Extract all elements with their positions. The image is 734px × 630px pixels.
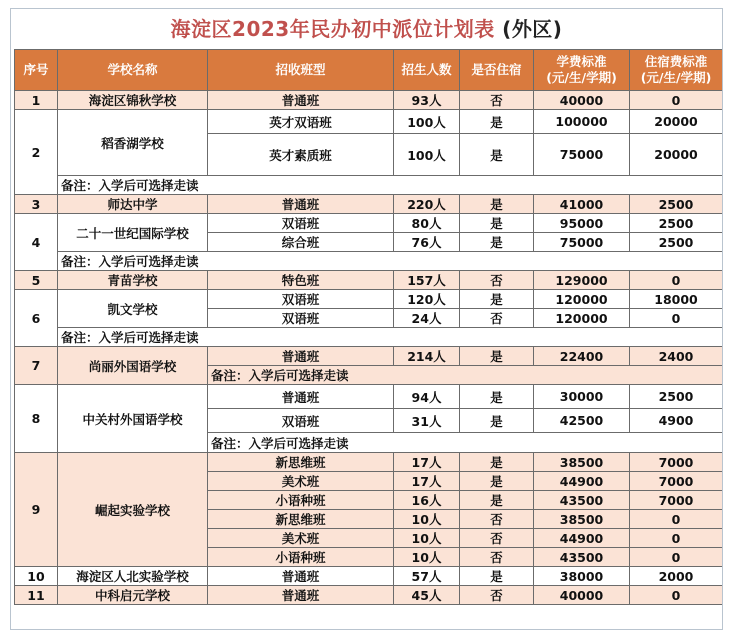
- school-name: 崛起实验学校: [58, 453, 208, 567]
- class-type: 新思维班: [208, 510, 394, 529]
- remark-row: [15, 328, 723, 347]
- remark-text: 备注：入学后可选择走读: [58, 252, 723, 271]
- table-row: [15, 453, 723, 472]
- enroll-count: 24人: [394, 309, 460, 328]
- class-type: 普通班: [208, 347, 394, 366]
- class-type: 小语种班: [208, 548, 394, 567]
- header-class: 招收班型: [208, 50, 394, 91]
- school-no: 6: [15, 290, 58, 347]
- school-no: 10: [15, 567, 58, 586]
- boarding: 是: [460, 472, 534, 491]
- lodging-fee: 2500: [630, 214, 723, 233]
- boarding: 是: [460, 134, 534, 176]
- remark-row: [15, 176, 723, 195]
- header-school: 学校名称: [58, 50, 208, 91]
- school-name: 尚丽外国语学校: [58, 347, 208, 385]
- table-row: [15, 91, 723, 110]
- boarding: 否: [460, 271, 534, 290]
- lodging-fee: 0: [630, 586, 723, 605]
- table-row: [15, 214, 723, 233]
- tuition: 40000: [534, 91, 630, 110]
- remark-text: 备注：入学后可选择走读: [208, 366, 723, 385]
- boarding: 是: [460, 385, 534, 409]
- class-type: 双语班: [208, 309, 394, 328]
- table-row: [15, 586, 723, 605]
- school-name: 师达中学: [58, 195, 208, 214]
- table-row: [15, 195, 723, 214]
- table-row: [15, 567, 723, 586]
- school-name: 稻香湖学校: [58, 110, 208, 176]
- table-row: [15, 271, 723, 290]
- header-boarding: 是否住宿: [460, 50, 534, 91]
- tuition: 43500: [534, 491, 630, 510]
- class-type: 普通班: [208, 385, 394, 409]
- enroll-count: 80人: [394, 214, 460, 233]
- lodging-fee: 2500: [630, 385, 723, 409]
- header-no: 序号: [15, 50, 58, 91]
- boarding: 否: [460, 548, 534, 567]
- boarding: 是: [460, 110, 534, 134]
- lodging-fee: 20000: [630, 110, 723, 134]
- enroll-count: 120人: [394, 290, 460, 309]
- class-type: 双语班: [208, 290, 394, 309]
- school-no: 3: [15, 195, 58, 214]
- class-type: 美术班: [208, 529, 394, 548]
- tuition: 38000: [534, 567, 630, 586]
- lodging-fee: 18000: [630, 290, 723, 309]
- title-suffix: (外区): [502, 17, 563, 41]
- lodging-fee: 2400: [630, 347, 723, 366]
- school-name: 青苗学校: [58, 271, 208, 290]
- enroll-count: 10人: [394, 510, 460, 529]
- lodging-fee: 2000: [630, 567, 723, 586]
- school-name: 海淀区锦秋学校: [58, 91, 208, 110]
- boarding: 是: [460, 214, 534, 233]
- enroll-count: 93人: [394, 91, 460, 110]
- remark-text: 备注：入学后可选择走读: [58, 176, 723, 195]
- boarding: 是: [460, 233, 534, 252]
- lodging-fee: 0: [630, 271, 723, 290]
- boarding: 是: [460, 491, 534, 510]
- tuition: 100000: [534, 110, 630, 134]
- lodging-fee: 0: [630, 510, 723, 529]
- tuition: 41000: [534, 195, 630, 214]
- class-type: 普通班: [208, 195, 394, 214]
- title-main: 海淀区2023年民办初中派位计划表: [170, 17, 503, 41]
- class-type: 双语班: [208, 214, 394, 233]
- enroll-count: 100人: [394, 110, 460, 134]
- class-type: 普通班: [208, 567, 394, 586]
- plan-table: [14, 49, 723, 605]
- tuition: 75000: [534, 134, 630, 176]
- boarding: 否: [460, 529, 534, 548]
- school-no: 5: [15, 271, 58, 290]
- school-no: 4: [15, 214, 58, 271]
- header-count: 招生人数: [394, 50, 460, 91]
- enroll-count: 220人: [394, 195, 460, 214]
- school-name: 二十一世纪国际学校: [58, 214, 208, 252]
- class-type: 小语种班: [208, 491, 394, 510]
- boarding: 是: [460, 195, 534, 214]
- tuition: 44900: [534, 472, 630, 491]
- school-no: 11: [15, 586, 58, 605]
- page-title: [11, 9, 722, 49]
- enroll-count: 57人: [394, 567, 460, 586]
- school-no: 7: [15, 347, 58, 385]
- tuition: 22400: [534, 347, 630, 366]
- lodging-fee: 0: [630, 548, 723, 567]
- enroll-count: 17人: [394, 453, 460, 472]
- tuition: 120000: [534, 309, 630, 328]
- school-name: 中关村外国语学校: [58, 385, 208, 453]
- class-type: 英才素质班: [208, 134, 394, 176]
- lodging-fee: 7000: [630, 453, 723, 472]
- enroll-count: 16人: [394, 491, 460, 510]
- school-no: 2: [15, 110, 58, 195]
- boarding: 否: [460, 309, 534, 328]
- tuition: 43500: [534, 548, 630, 567]
- table-row: [15, 385, 723, 409]
- remark-text: 备注：入学后可选择走读: [208, 433, 723, 453]
- class-type: 普通班: [208, 586, 394, 605]
- class-type: 英才双语班: [208, 110, 394, 134]
- class-type: 新思维班: [208, 453, 394, 472]
- lodging-fee: 4900: [630, 409, 723, 433]
- school-name: 凯文学校: [58, 290, 208, 328]
- boarding: 是: [460, 567, 534, 586]
- table-row: [15, 290, 723, 309]
- tuition: 75000: [534, 233, 630, 252]
- school-no: 8: [15, 385, 58, 453]
- boarding: 是: [460, 347, 534, 366]
- tuition: 38500: [534, 510, 630, 529]
- class-type: 美术班: [208, 472, 394, 491]
- enroll-count: 45人: [394, 586, 460, 605]
- tuition: 44900: [534, 529, 630, 548]
- boarding: 是: [460, 409, 534, 433]
- enroll-count: 94人: [394, 385, 460, 409]
- class-type: 普通班: [208, 91, 394, 110]
- tuition: 42500: [534, 409, 630, 433]
- tuition: 40000: [534, 586, 630, 605]
- table-row: [15, 110, 723, 134]
- document-frame: [10, 8, 723, 630]
- enroll-count: 100人: [394, 134, 460, 176]
- header-tuition: 学费标准 (元/生/学期): [534, 50, 630, 91]
- class-type: 综合班: [208, 233, 394, 252]
- remark-text: 备注：入学后可选择走读: [58, 328, 723, 347]
- tuition: 38500: [534, 453, 630, 472]
- boarding: 是: [460, 453, 534, 472]
- header-row: [15, 50, 723, 91]
- enroll-count: 10人: [394, 548, 460, 567]
- boarding: 否: [460, 586, 534, 605]
- lodging-fee: 7000: [630, 491, 723, 510]
- school-name: 中科启元学校: [58, 586, 208, 605]
- tuition: 129000: [534, 271, 630, 290]
- school-no: 1: [15, 91, 58, 110]
- lodging-fee: 2500: [630, 195, 723, 214]
- enroll-count: 76人: [394, 233, 460, 252]
- enroll-count: 157人: [394, 271, 460, 290]
- lodging-fee: 2500: [630, 233, 723, 252]
- boarding: 否: [460, 510, 534, 529]
- tuition: 30000: [534, 385, 630, 409]
- lodging-fee: 20000: [630, 134, 723, 176]
- enroll-count: 31人: [394, 409, 460, 433]
- enroll-count: 10人: [394, 529, 460, 548]
- lodging-fee: 7000: [630, 472, 723, 491]
- lodging-fee: 0: [630, 529, 723, 548]
- tuition: 95000: [534, 214, 630, 233]
- school-no: 9: [15, 453, 58, 567]
- table-row: [15, 347, 723, 366]
- enroll-count: 17人: [394, 472, 460, 491]
- boarding: 是: [460, 290, 534, 309]
- header-lodging: 住宿费标准 (元/生/学期): [630, 50, 723, 91]
- lodging-fee: 0: [630, 91, 723, 110]
- tuition: 120000: [534, 290, 630, 309]
- remark-row: [15, 252, 723, 271]
- lodging-fee: 0: [630, 309, 723, 328]
- boarding: 否: [460, 91, 534, 110]
- class-type: 双语班: [208, 409, 394, 433]
- enroll-count: 214人: [394, 347, 460, 366]
- school-name: 海淀区人北实验学校: [58, 567, 208, 586]
- class-type: 特色班: [208, 271, 394, 290]
